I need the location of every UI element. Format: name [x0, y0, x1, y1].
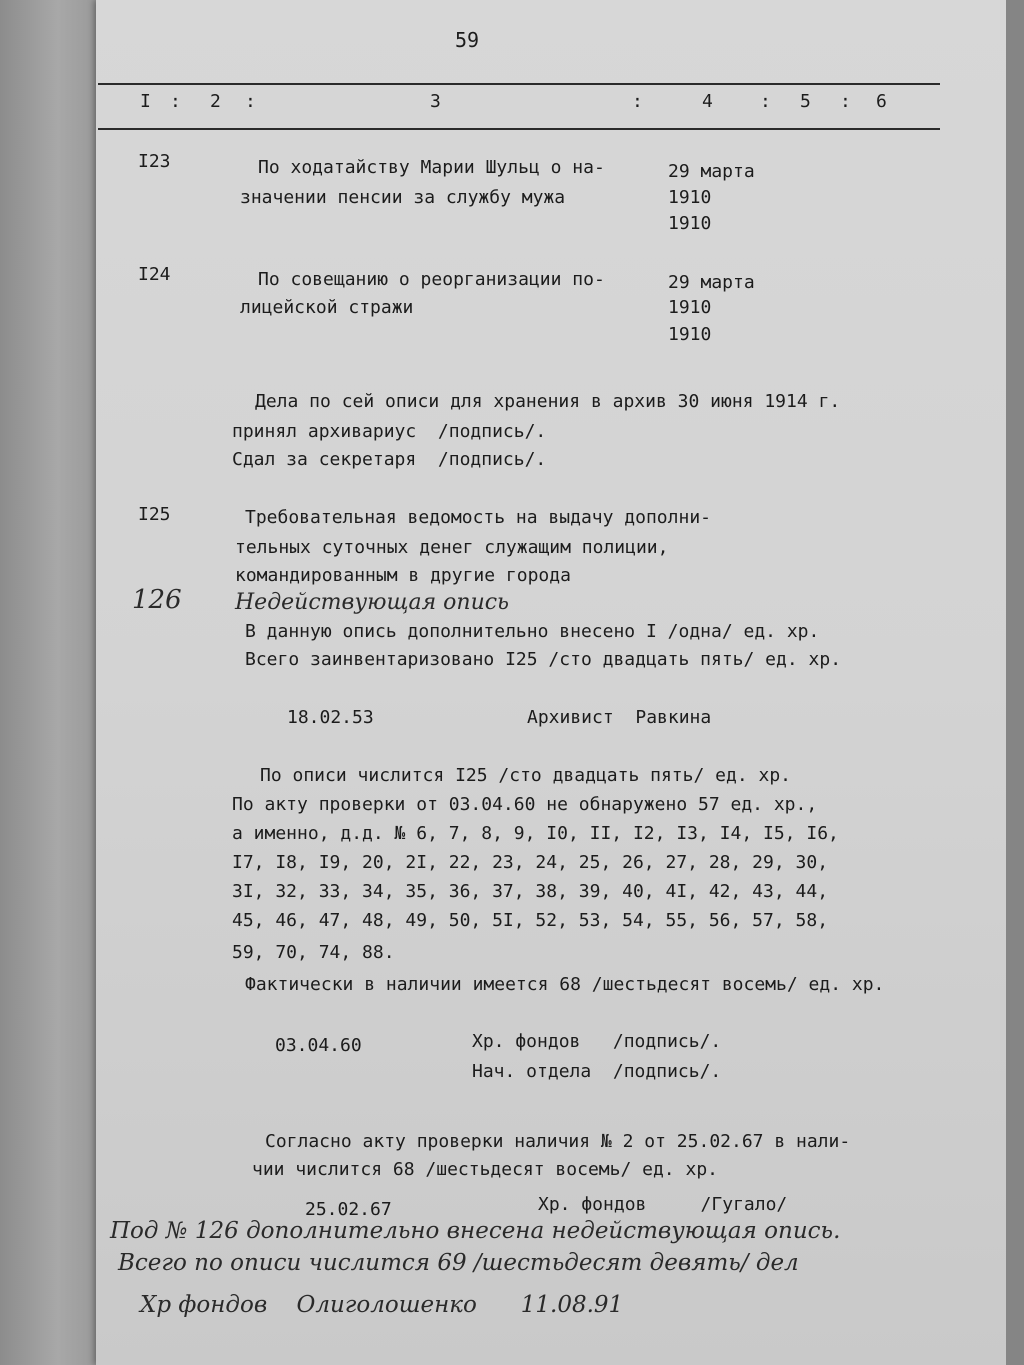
column-header: I	[140, 91, 151, 112]
note-line: По описи числится I25 /сто двадцать пять/ ед. хр.	[260, 765, 792, 786]
record-date-line: 1910	[668, 187, 712, 208]
record-title-line: Требовательная ведомость на выдачу дополни-	[245, 507, 711, 528]
signature-text: Архивист Равкина	[527, 707, 712, 728]
signature-text: Хр. фондов /подпись/.	[472, 1031, 722, 1052]
note-line: 59, 70, 74, 88.	[232, 942, 395, 963]
record-date-line: 1910	[668, 297, 712, 318]
note-line: Согласно акту проверки наличия № 2 от 25.02.67 в нали-	[265, 1131, 851, 1152]
record-title-line: лицейской стражи	[240, 297, 414, 318]
column-header: 3	[430, 91, 441, 112]
signature-text: Нач. отдела /подпись/.	[472, 1061, 722, 1082]
signature-date: 18.02.53	[287, 707, 374, 728]
header-top-rule	[98, 83, 940, 85]
note-line: Дела по сей описи для хранения в архив 30 июня 1914 г.	[255, 391, 841, 412]
column-header: 5	[800, 91, 811, 112]
signature-date: 25.02.67	[305, 1199, 392, 1220]
note-line: а именно, д.д. № 6, 7, 8, 9, I0, II, I2, I3, I4, I5, I6,	[232, 823, 839, 844]
handwritten-record-number: 126	[132, 585, 182, 615]
record-title-line: командированным в другие города	[235, 565, 571, 586]
record-number: I23	[138, 151, 171, 172]
column-separator: :	[170, 91, 181, 112]
note-line: Фактически в наличии имеется 68 /шестьдесят восемь/ ед. хр.	[245, 974, 885, 995]
record-date-line: 1910	[668, 324, 712, 345]
record-number: I24	[138, 264, 171, 285]
adjacent-page	[0, 0, 96, 1365]
record-title-line: тельных суточных денег служащим полиции,	[235, 537, 669, 558]
note-line: принял архивариус /подпись/.	[232, 421, 547, 442]
signature-text: Хр. фондов /Гугало/	[538, 1194, 788, 1215]
note-line: I7, I8, I9, 20, 2I, 22, 23, 24, 25, 26, 27, 28, 29, 30,	[232, 852, 829, 873]
note-line: В данную опись дополнительно внесено I /одна/ ед. хр.	[245, 621, 820, 642]
record-title-line: значении пенсии за службу мужа	[240, 187, 566, 208]
page-number: 59	[455, 28, 480, 52]
column-header: 4	[702, 91, 713, 112]
header-bottom-rule	[98, 128, 940, 130]
column-separator: :	[245, 91, 256, 112]
note-line: 45, 46, 47, 48, 49, 50, 5I, 52, 53, 54, 55, 56, 57, 58,	[232, 910, 829, 931]
note-line: чии числится 68 /шестьдесят восемь/ ед. хр.	[252, 1159, 718, 1180]
page-edge	[1006, 0, 1024, 1365]
column-separator: :	[760, 91, 771, 112]
note-line: Всего заинвентаризовано I25 /сто двадцать пять/ ед. хр.	[245, 649, 842, 670]
note-line: 3I, 32, 33, 34, 35, 36, 37, 38, 39, 40, 4I, 42, 43, 44,	[232, 881, 829, 902]
column-header: 6	[876, 91, 887, 112]
note-line: Сдал за секретаря /подпись/.	[232, 449, 547, 470]
handwritten-line: Под № 126 дополнительно внесена недействующая опись.	[110, 1218, 841, 1244]
record-number: I25	[138, 504, 171, 525]
column-header: 2	[210, 91, 221, 112]
handwritten-record-title: Недействующая опись	[235, 590, 510, 615]
note-line: По акту проверки от 03.04.60 не обнаружено 57 ед. хр.,	[232, 794, 818, 815]
column-separator: :	[840, 91, 851, 112]
handwritten-line: Хр фондов Олиголошенко 11.08.91	[140, 1292, 624, 1318]
record-date-line: 29 марта	[668, 272, 755, 293]
record-title-line: По совещанию о реорганизации по-	[258, 269, 605, 290]
column-separator: :	[632, 91, 643, 112]
signature-date: 03.04.60	[275, 1035, 362, 1056]
record-date-line: 29 марта	[668, 161, 755, 182]
record-date-line: 1910	[668, 213, 712, 234]
handwritten-line: Всего по описи числится 69 /шестьдесят девять/ дел	[118, 1250, 799, 1276]
record-title-line: По ходатайству Марии Шульц о на-	[258, 157, 605, 178]
